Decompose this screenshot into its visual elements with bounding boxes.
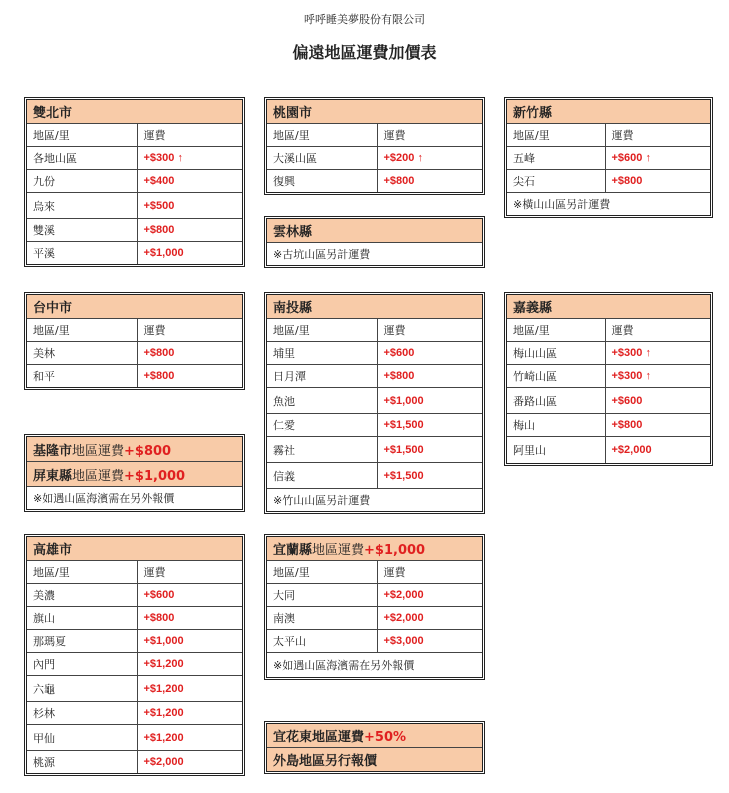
fee-cell: +$600 bbox=[377, 342, 482, 365]
box-title: 嘉義縣 bbox=[507, 295, 710, 319]
region-cell: 梅山山區 bbox=[507, 342, 605, 365]
region-cell: 魚池 bbox=[267, 388, 377, 414]
col-region-header: 地區/里 bbox=[267, 319, 377, 342]
region-cell: 阿里山 bbox=[513, 444, 546, 457]
table-row bbox=[267, 414, 482, 437]
table-row bbox=[27, 607, 242, 630]
box-hsinchu bbox=[504, 97, 713, 218]
fee-cell: +$800 bbox=[605, 170, 710, 193]
region-cell: 仁愛 bbox=[267, 414, 377, 437]
table-row bbox=[27, 365, 242, 388]
fee-cell: +$400 bbox=[137, 170, 242, 193]
fee-cell: +$1,200 bbox=[137, 702, 242, 725]
region-cell: 烏來 bbox=[27, 193, 137, 219]
box-title: 高雄市 bbox=[27, 537, 242, 561]
table-row bbox=[27, 342, 242, 365]
region-cell: 和平 bbox=[33, 370, 55, 383]
keelung-fee: 基隆市地區運費+$800 bbox=[27, 437, 242, 462]
table-row bbox=[267, 584, 482, 607]
region-cell: 大同 bbox=[267, 584, 377, 607]
table-row bbox=[507, 147, 710, 170]
box-kaohsiung bbox=[24, 534, 245, 776]
region-cell: 雙溪 bbox=[27, 219, 137, 242]
fee-cell: +$2,000 bbox=[377, 584, 482, 607]
fee-cell: +$800 bbox=[377, 170, 482, 193]
region-cell: 復興 bbox=[273, 175, 295, 188]
fee-cell: +$1,000 bbox=[377, 388, 482, 414]
table-row bbox=[507, 365, 710, 388]
fee-cell: +$800 bbox=[137, 607, 242, 630]
table-row bbox=[507, 437, 710, 464]
region-cell: 埔里 bbox=[267, 342, 377, 365]
table-row bbox=[507, 170, 710, 193]
yhd-fee: 宜花東地區運費+50% bbox=[267, 724, 482, 748]
fee-cell: +$500 bbox=[137, 193, 242, 219]
table-row bbox=[507, 342, 710, 365]
region-cell: 信義 bbox=[267, 463, 377, 489]
col-fee-header: 運費 bbox=[377, 124, 482, 147]
region-cell: 平溪 bbox=[33, 247, 55, 260]
table-row bbox=[27, 676, 242, 702]
fee-cell: +$1,200 bbox=[137, 676, 242, 702]
table-row bbox=[267, 463, 482, 489]
fee-cell: +$2,000 bbox=[377, 607, 482, 630]
col-fee-header: 運費 bbox=[377, 561, 482, 584]
table-row bbox=[27, 147, 242, 170]
islands-note: 外島地區另行報價 bbox=[267, 748, 482, 772]
note: ※如遇山區海濱需在另外報價 bbox=[273, 659, 415, 672]
note: ※古坑山區另計運費 bbox=[273, 248, 371, 261]
table-row bbox=[27, 219, 242, 242]
box-title: 雙北市 bbox=[27, 100, 242, 124]
fee-cell: +$600 bbox=[137, 584, 242, 607]
table-row bbox=[267, 342, 482, 365]
table-row bbox=[267, 437, 482, 463]
region-cell: 梅山 bbox=[507, 414, 605, 437]
region-cell: 竹崎山區 bbox=[507, 365, 605, 388]
box-title: 雲林縣 bbox=[267, 219, 482, 243]
note: ※如遇山區海濱需在另外報價 bbox=[33, 492, 175, 505]
fee-cell: +$300 ↑ bbox=[605, 342, 710, 365]
up-arrow-icon: ↑ bbox=[417, 152, 423, 164]
fee-cell: +$800 bbox=[137, 342, 242, 365]
table-row bbox=[27, 725, 242, 751]
fee-cell: +$800 bbox=[377, 365, 482, 388]
fee-cell: +$1,200 bbox=[137, 653, 242, 676]
note: ※竹山山區另計運費 bbox=[273, 494, 371, 507]
fee-cell: +$800 bbox=[605, 414, 710, 437]
col-fee-header: 運費 bbox=[137, 124, 242, 147]
region-cell: 大溪山區 bbox=[267, 147, 377, 170]
fee-cell: +$1,500 bbox=[377, 463, 482, 489]
region-cell: 內門 bbox=[27, 653, 137, 676]
table-row bbox=[27, 193, 242, 219]
region-cell: 甲仙 bbox=[27, 725, 137, 751]
box-yhd-islands bbox=[264, 721, 485, 774]
region-cell: 霧社 bbox=[267, 437, 377, 463]
region-cell: 旗山 bbox=[27, 607, 137, 630]
up-arrow-icon: ↑ bbox=[645, 152, 651, 164]
region-cell: 太平山 bbox=[267, 630, 377, 653]
region-cell: 番路山區 bbox=[507, 388, 605, 414]
fee-cell: +$1,500 bbox=[377, 414, 482, 437]
col-region-header: 地區/里 bbox=[507, 319, 605, 342]
fee-cell: +$1,000 bbox=[137, 630, 242, 653]
region-cell: 九份 bbox=[27, 170, 137, 193]
table-row bbox=[27, 653, 242, 676]
up-arrow-icon: ↑ bbox=[645, 347, 651, 359]
fee-cell: +$600 ↑ bbox=[605, 147, 710, 170]
region-cell: 各地山區 bbox=[27, 147, 137, 170]
pingtung-fee: 屏東縣地區運費+$1,000 bbox=[27, 462, 242, 487]
fee-cell: +$1,500 bbox=[377, 437, 482, 463]
col-region-header: 地區/里 bbox=[27, 124, 137, 147]
box-title: 新竹縣 bbox=[507, 100, 710, 124]
note: ※橫山山區另計運費 bbox=[513, 198, 611, 211]
region-cell: 日月潭 bbox=[267, 365, 377, 388]
box-title: 桃園市 bbox=[267, 100, 482, 124]
up-arrow-icon: ↑ bbox=[645, 370, 651, 382]
box-keelung-pingtung bbox=[24, 434, 245, 512]
table-row bbox=[27, 751, 242, 774]
box-chiayi bbox=[504, 292, 713, 466]
table-row bbox=[27, 170, 242, 193]
table-row bbox=[267, 388, 482, 414]
region-cell: 南澳 bbox=[267, 607, 377, 630]
region-cell: 那瑪夏 bbox=[27, 630, 137, 653]
table-row bbox=[507, 414, 710, 437]
region-cell: 桃源 bbox=[33, 756, 55, 769]
col-region-header: 地區/里 bbox=[267, 561, 377, 584]
region-cell: 五峰 bbox=[507, 147, 605, 170]
table-row bbox=[267, 147, 482, 170]
fee-cell: +$800 bbox=[137, 219, 242, 242]
fee-cell: +$200 ↑ bbox=[377, 147, 482, 170]
yilan-fee: 宜蘭縣地區運費+$1,000 bbox=[267, 537, 482, 561]
region-cell: 美林 bbox=[27, 342, 137, 365]
col-region-header: 地區/里 bbox=[27, 561, 137, 584]
table-row bbox=[267, 630, 482, 653]
fee-cell: +$600 bbox=[605, 388, 710, 414]
table-row bbox=[267, 607, 482, 630]
col-region-header: 地區/里 bbox=[27, 319, 137, 342]
col-fee-header: 運費 bbox=[137, 561, 242, 584]
region-cell: 杉林 bbox=[27, 702, 137, 725]
fee-cell: +$1,000 bbox=[137, 242, 242, 265]
box-yunlin bbox=[264, 216, 485, 268]
col-fee-header: 運費 bbox=[605, 319, 710, 342]
fee-cell: +$2,000 bbox=[605, 437, 710, 464]
region-cell: 六龜 bbox=[27, 676, 137, 702]
fee-cell: +$3,000 bbox=[377, 630, 482, 653]
box-yilan bbox=[264, 534, 485, 680]
table-row bbox=[27, 584, 242, 607]
table-row bbox=[27, 702, 242, 725]
region-cell: 美濃 bbox=[27, 584, 137, 607]
fee-cell: +$2,000 bbox=[137, 751, 242, 774]
table-row bbox=[267, 365, 482, 388]
col-region-header: 地區/里 bbox=[507, 124, 605, 147]
box-shuangbei bbox=[24, 97, 245, 267]
table-row bbox=[267, 170, 482, 193]
fee-cell: +$1,200 bbox=[137, 725, 242, 751]
box-taoyuan bbox=[264, 97, 485, 195]
page-title: 偏遠地區運費加價表 bbox=[292, 43, 437, 62]
box-title: 南投縣 bbox=[267, 295, 482, 319]
fee-cell: +$300 ↑ bbox=[137, 147, 242, 170]
col-fee-header: 運費 bbox=[377, 319, 482, 342]
col-fee-header: 運費 bbox=[605, 124, 710, 147]
box-title: 台中市 bbox=[27, 295, 242, 319]
table-row bbox=[27, 242, 242, 265]
up-arrow-icon: ↑ bbox=[177, 152, 183, 164]
company-name: 呼呼睡美夢股份有限公司 bbox=[304, 13, 425, 26]
table-row bbox=[507, 388, 710, 414]
box-nantou bbox=[264, 292, 485, 514]
region-cell: 尖石 bbox=[507, 170, 605, 193]
fee-cell: +$300 ↑ bbox=[605, 365, 710, 388]
fee-cell: +$800 bbox=[137, 365, 242, 388]
col-fee-header: 運費 bbox=[137, 319, 242, 342]
table-row bbox=[27, 630, 242, 653]
col-region-header: 地區/里 bbox=[267, 124, 377, 147]
box-taichung bbox=[24, 292, 245, 390]
